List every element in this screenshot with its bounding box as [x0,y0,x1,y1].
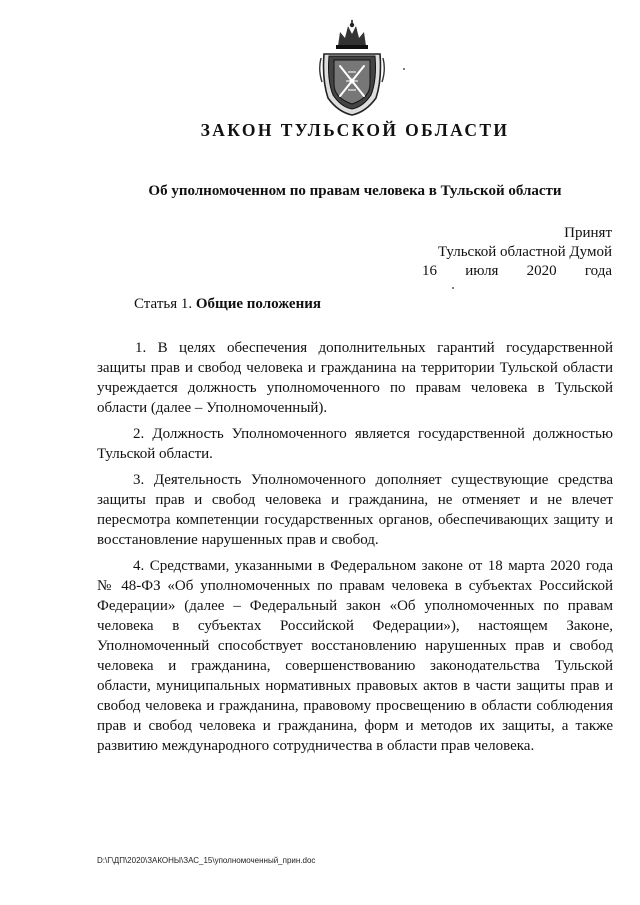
file-path-footer: D:\Г\ДП\2020\ЗАКОНЫ\ЗАС_15\уполномоченный_прин.doc [97,856,316,865]
article-label: Статья 1. [134,296,193,312]
scan-speck [403,68,405,70]
adoption-block [412,224,612,281]
adoption-year-word: года [584,263,612,279]
adopted-label: Принят [564,225,612,241]
law-title: ЗАКОН ТУЛЬСКОЙ ОБЛАСТИ [200,120,510,140]
scan-speck [452,287,454,289]
adoption-day: 16 [422,263,437,279]
adoption-year: 2020 [526,263,557,279]
article-title: Общие положения [195,296,321,312]
paragraph-4: 4. Средствами, указанными в Федеральном законе от 18 марта 2020 года № 48-ФЗ «Об уполномоченных по правам человека в субъектах Российской Федерации» (далее – Федеральный закон «Об уполномоченных по правам человека в субъектах Российской Федерации»), настоящем Законе, Уполномоченный способствует восстановлению нарушенных прав и свобод человека и гражданина, совершенствованию законодательства Тульской области, муниципальных нормативных правовых актов в части защиты прав и свобод человека и гражданина, правовому просвещению в области соблюдения прав и свобод человека и гражданина, форм и методов их защиты, а также развитию международного сотрудничества в области прав человека. [97,558,613,754]
adoption-month: июля [465,263,499,279]
article-heading [134,296,321,313]
adoption-date [412,262,612,281]
article-body [97,338,613,762]
paragraph-1: 1. В целях обеспечения дополнительных гарантий государственной защиты прав и свобод человека и гражданина на территории Тульской области учреждается должность уполномоченного по правам человека в Тульской области (далее – Уполномоченный). [97,340,613,416]
paragraph-2: 2. Должность Уполномоченного является государственной должностью Тульской области. [97,426,613,462]
paragraph-3: 3. Деятельность Уполномоченного дополняет существующие средства защиты прав и свобод человека и гражданина, не отменяет и не влечет пересмотра компетенции государственных органов, обеспечивающих защиту и восстановление нарушенных прав и свобод. [97,472,613,548]
adopted-body: Тульской областной Думой [437,244,612,260]
coat-of-arms-icon [318,20,386,116]
document-subject: Об уполномоченном по правам человека в Тульской области [148,183,562,199]
